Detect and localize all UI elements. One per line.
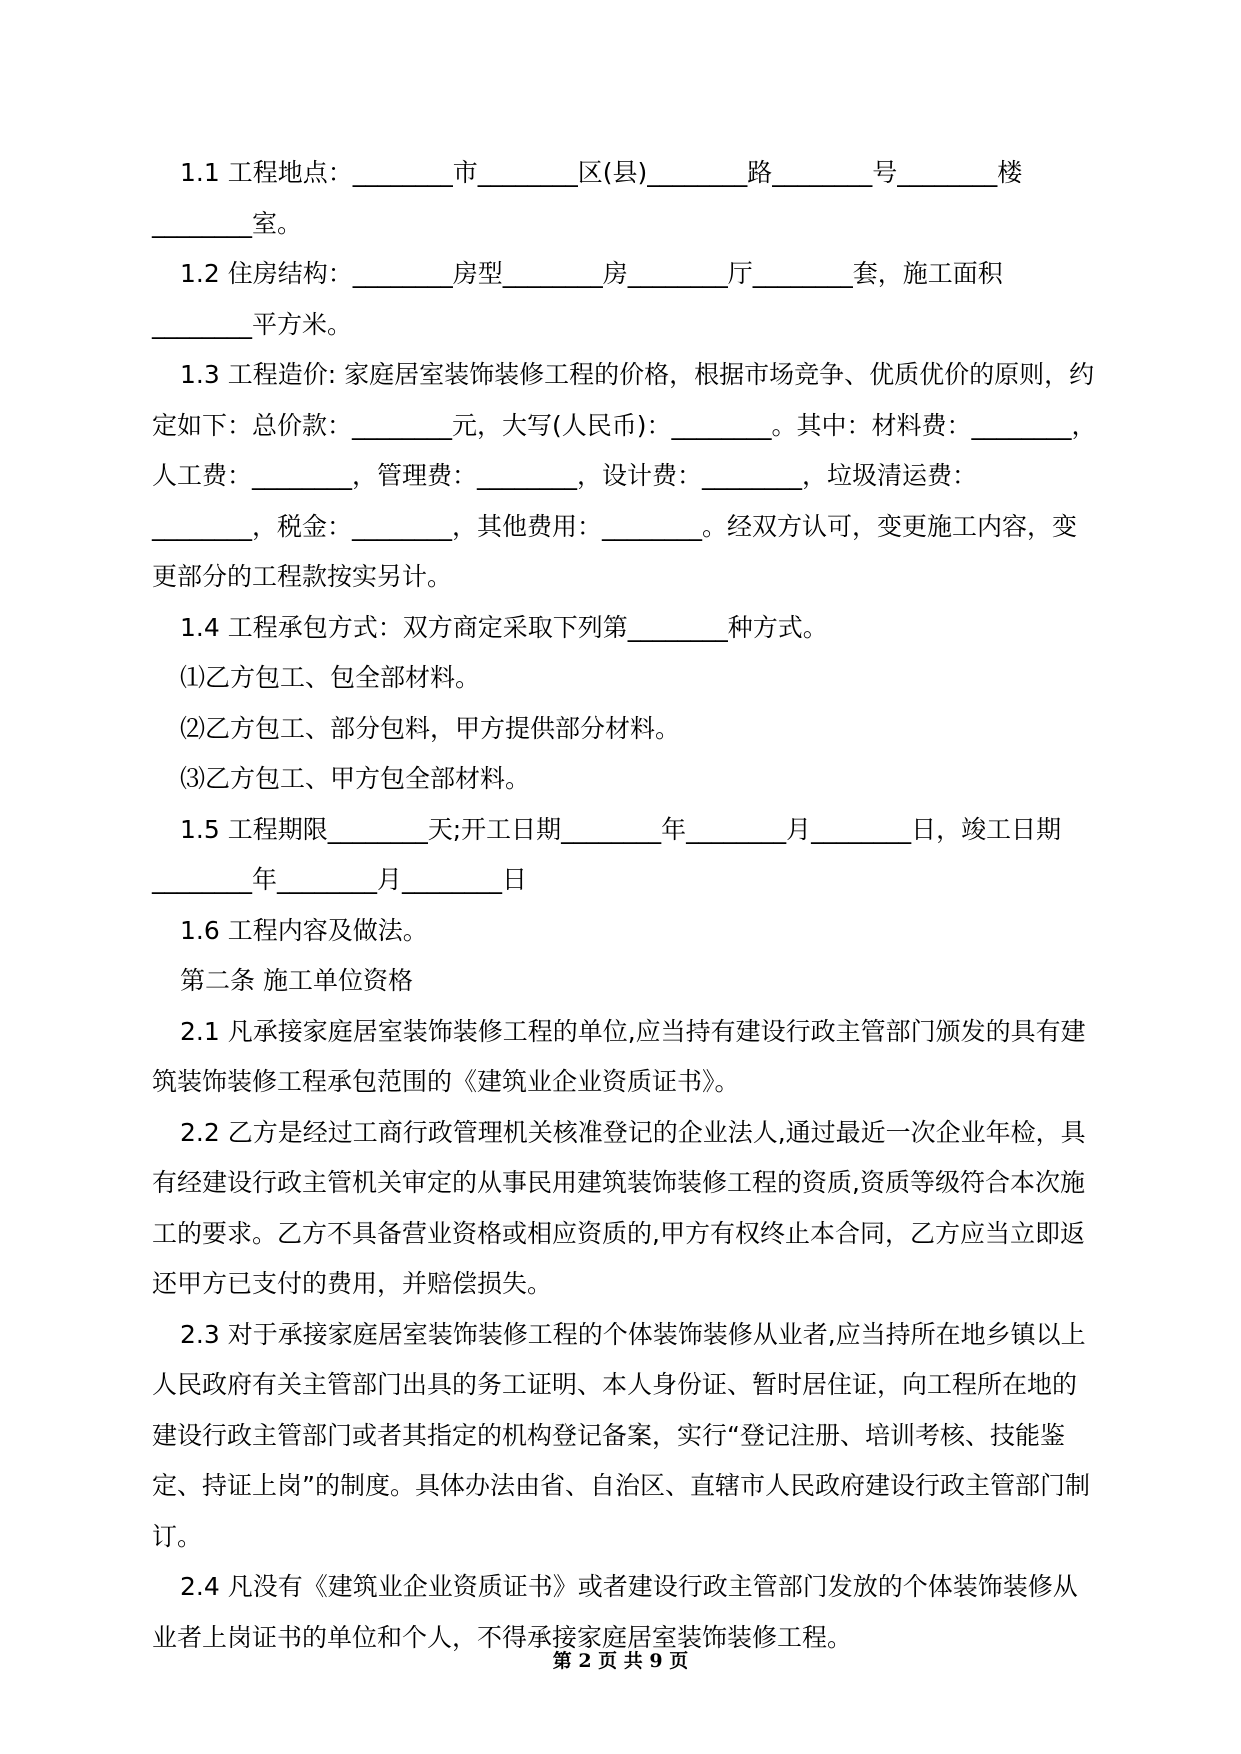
page-number-footer: 第 2 页 共 9 页	[552, 1650, 689, 1672]
clause-1-4-option-2: ⑵乙方包工、部分包料，甲方提供部分材料。	[180, 713, 681, 743]
clause-2-1: 2.1 凡承接家庭居室装饰装修工程的单位,应当持有建设行政主管部门颁发的具有建筑装饰装修工程承包范围的《建筑业企业资质证书》。	[152, 1016, 1086, 1096]
clause-1-5: 1.5 工程期限________天;开工日期________年________月________日，竣工日期________年________月________日	[152, 814, 1062, 894]
clause-1-3: 1.3 工程造价: 家庭居室装饰装修工程的价格，根据市场竞争、优质优价的原则，约定如下：总价款：________元，大写(人民币)：________。其中：材料费：________，人工费：________，管理费：________，设计费：________，垃圾清运费：________，税金：________，其他费用：________。经双方认可，变更施工内容，变更部分的工程款按实另计。	[152, 360, 1097, 591]
clause-2-4: 2.4 凡没有《建筑业企业资质证书》或者建设行政主管部门发放的个体装饰装修从业者上岗证书的单位和个人，不得承接家庭居室装饰装修工程。	[152, 1572, 1078, 1652]
clause-1-1: 1.1 工程地点：________市________区(县)________路________号________楼________室。	[152, 158, 1023, 238]
clause-1-6: 1.6 工程内容及做法。	[180, 915, 428, 945]
clause-1-4: 1.4 工程承包方式：双方商定采取下列第________种方式。	[180, 612, 828, 642]
clause-2-2: 2.2 乙方是经过工商行政管理机关核准登记的企业法人,通过最近一次企业年检，具有经建设行政主管机关审定的从事民用建筑装饰装修工程的资质,资质等级符合本次施工的要求。乙方不具备营业资格或相应资质的,甲方有权终止本合同，乙方应当立即返还甲方已支付的费用，并赔偿损失。	[152, 1117, 1086, 1298]
clause-1-2: 1.2 住房结构：________房型________房________厅________套，施工面积________平方米。	[152, 259, 1003, 339]
contract-body	[152, 148, 1098, 1663]
clause-1-4-option-1: ⑴乙方包工、包全部材料。	[180, 663, 481, 692]
article-2-heading: 第二条 施工单位资格	[180, 966, 413, 995]
clause-1-4-option-3: ⑶乙方包工、甲方包全部材料。	[180, 764, 531, 793]
clause-2-3: 2.3 对于承接家庭居室装饰装修工程的个体装饰装修从业者,应当持所在地乡镇以上人民政府有关主管部门出具的务工证明、本人身份证、暂时居住证，向工程所在地的建设行政主管部门或者其指定的机构登记备案，实行“登记注册、培训考核、技能鉴定、持证上岗”的制度。具体办法由省、自治区、直辖市人民政府建设行政主管部门制订。	[152, 1319, 1090, 1551]
